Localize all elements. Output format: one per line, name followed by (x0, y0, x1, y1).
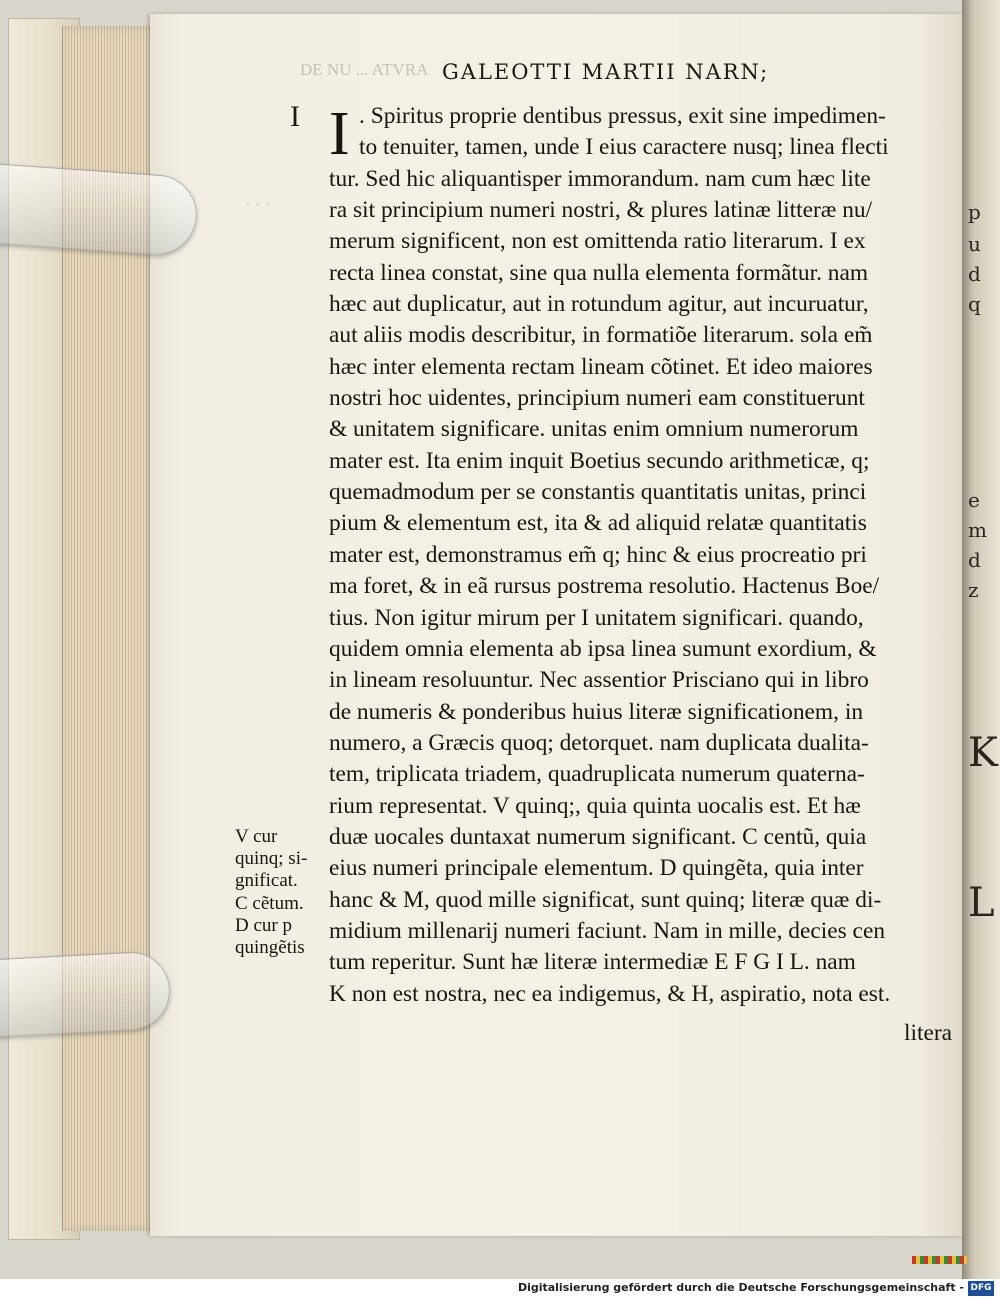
text-line: . Spiritus proprie dentibus pressus, exit sine impedimen- (359, 103, 886, 129)
facing-page-glyph: z (968, 578, 979, 602)
marginal-note-line: D cur p (235, 914, 292, 936)
text-line: to tenuiter, tamen, unde I eius caractere nusq; linea flecti (359, 134, 889, 161)
text-line: duæ uocales duntaxat numerum significant. C centũ, quia (329, 823, 867, 850)
facing-page-edge (962, 0, 1000, 1279)
text-line: tur. Sed hic aliquantisper immorandum. nam cum hæc lite (329, 165, 871, 192)
marginal-note-line: V cur (235, 826, 278, 847)
bleed-through-text: · · · (245, 195, 271, 214)
catchword: litera (904, 1020, 953, 1046)
facing-page-glyph: u (968, 232, 981, 256)
text-line: midium millenarij numeri faciunt. Nam in mille, decies cen (329, 917, 886, 944)
running-head: GALEOTTI MARTII NARN; (442, 60, 770, 84)
text-line: ma foret, & in eã rursus postrema resolutio. Hactenus Boe/ (329, 573, 880, 600)
footer-bar (0, 1279, 1000, 1299)
glass-page-holder-top (0, 163, 200, 258)
text-line: hæc aut duplicatur, aut in rotundum agitur, aut incuruatur, (329, 291, 869, 318)
text-line: in lineam resoluuntur. Nec assentior Prisciano qui in libro (329, 667, 869, 694)
text-line: mater est. Ita enim inquit Boetius secundo arithmeticæ, q; (329, 447, 870, 474)
text-line: eius numeri principale elementum. D quingẽta, quia inter (329, 855, 864, 882)
text-line: recta linea constat, sine qua nulla elementa formãtur. nam (329, 259, 869, 286)
text-line: & unitatem significare. unitas enim omnium numerorum (329, 416, 859, 443)
text-line: nostri hoc uidentes, principium numeri eam constituerunt (329, 385, 865, 412)
text-line: aut aliis modis describitur, in formatiõe literarum. sola em̃ (329, 322, 873, 349)
text-line: numero, a Græcis quoq; detorquet. nam duplicata dualita- (329, 729, 869, 756)
text-line: mater est, demonstramus em̃ q; hinc & eius procreatio pri (329, 541, 867, 568)
text-line: hanc & M, quod mille significat, sunt quinq; literæ quæ di- (329, 886, 882, 913)
section-letter: I (290, 100, 300, 133)
facing-page-glyph: d (968, 262, 981, 286)
facing-page-glyph: q (968, 292, 981, 316)
text-line: quemadmodum per se constantis quantitatis unitas, princi (329, 479, 867, 506)
text-line: rium representat. V quinq;, quia quinta uocalis est. Et hæ (329, 792, 861, 819)
facing-page-glyph: e (968, 488, 980, 512)
dfg-logo: DFG (968, 1281, 994, 1296)
text-line: de numeris & ponderibus huius literæ significationem, in (329, 698, 864, 725)
text-line: tum reperitur. Sunt hæ literæ intermediæ E F G I L. nam (329, 949, 856, 976)
text-line: hæc inter elementa rectam lineam cõtinet. Et ideo maiores (329, 353, 873, 380)
funding-credit: Digitalisierung gefördert durch die Deutsche Forschungsgemeinschaft - (517, 1281, 964, 1294)
text-line: pium & elementum est, ita & ad aliquid relatæ quantitatis (329, 510, 867, 537)
facing-page-glyph: m (968, 518, 987, 542)
text-line: K non est nostra, nec ea indigemus, & H, aspiratio, nota est. (329, 980, 891, 1007)
body-text (329, 101, 944, 1010)
text-line: tius. Non igitur mirum per I unitatem significari. quando, (329, 604, 864, 631)
bleed-through-text: DE NU ... ATVRA (300, 60, 429, 79)
text-line: ra sit principium numeri nostri, & plures latinæ litteræ nu/ (329, 197, 873, 224)
marginal-note (235, 826, 330, 959)
facing-page-glyph: p (968, 200, 981, 224)
marginal-note-line: C cẽtum. (235, 892, 304, 914)
glass-page-holder-bottom (0, 950, 172, 1038)
text-line: quidem omnia elementa ab ipsa linea sumunt exordium, & (329, 635, 877, 662)
text-line: tem, triplicata triadem, quadruplicata numerum quaterna- (329, 761, 865, 788)
text-line: merum significent, non est omittenda ratio literarum. I ex (329, 228, 866, 255)
marginal-note-line: quinq; si- (235, 848, 308, 870)
facing-page-glyph: d (968, 548, 981, 572)
facing-page-glyph: K (968, 730, 998, 776)
color-calibration-strip (912, 1256, 967, 1264)
facing-page-glyph: L (968, 880, 995, 926)
marginal-note-line: gnificat. (235, 870, 298, 892)
drop-initial: I (329, 100, 350, 168)
marginal-note-line: quingẽtis (235, 937, 305, 959)
